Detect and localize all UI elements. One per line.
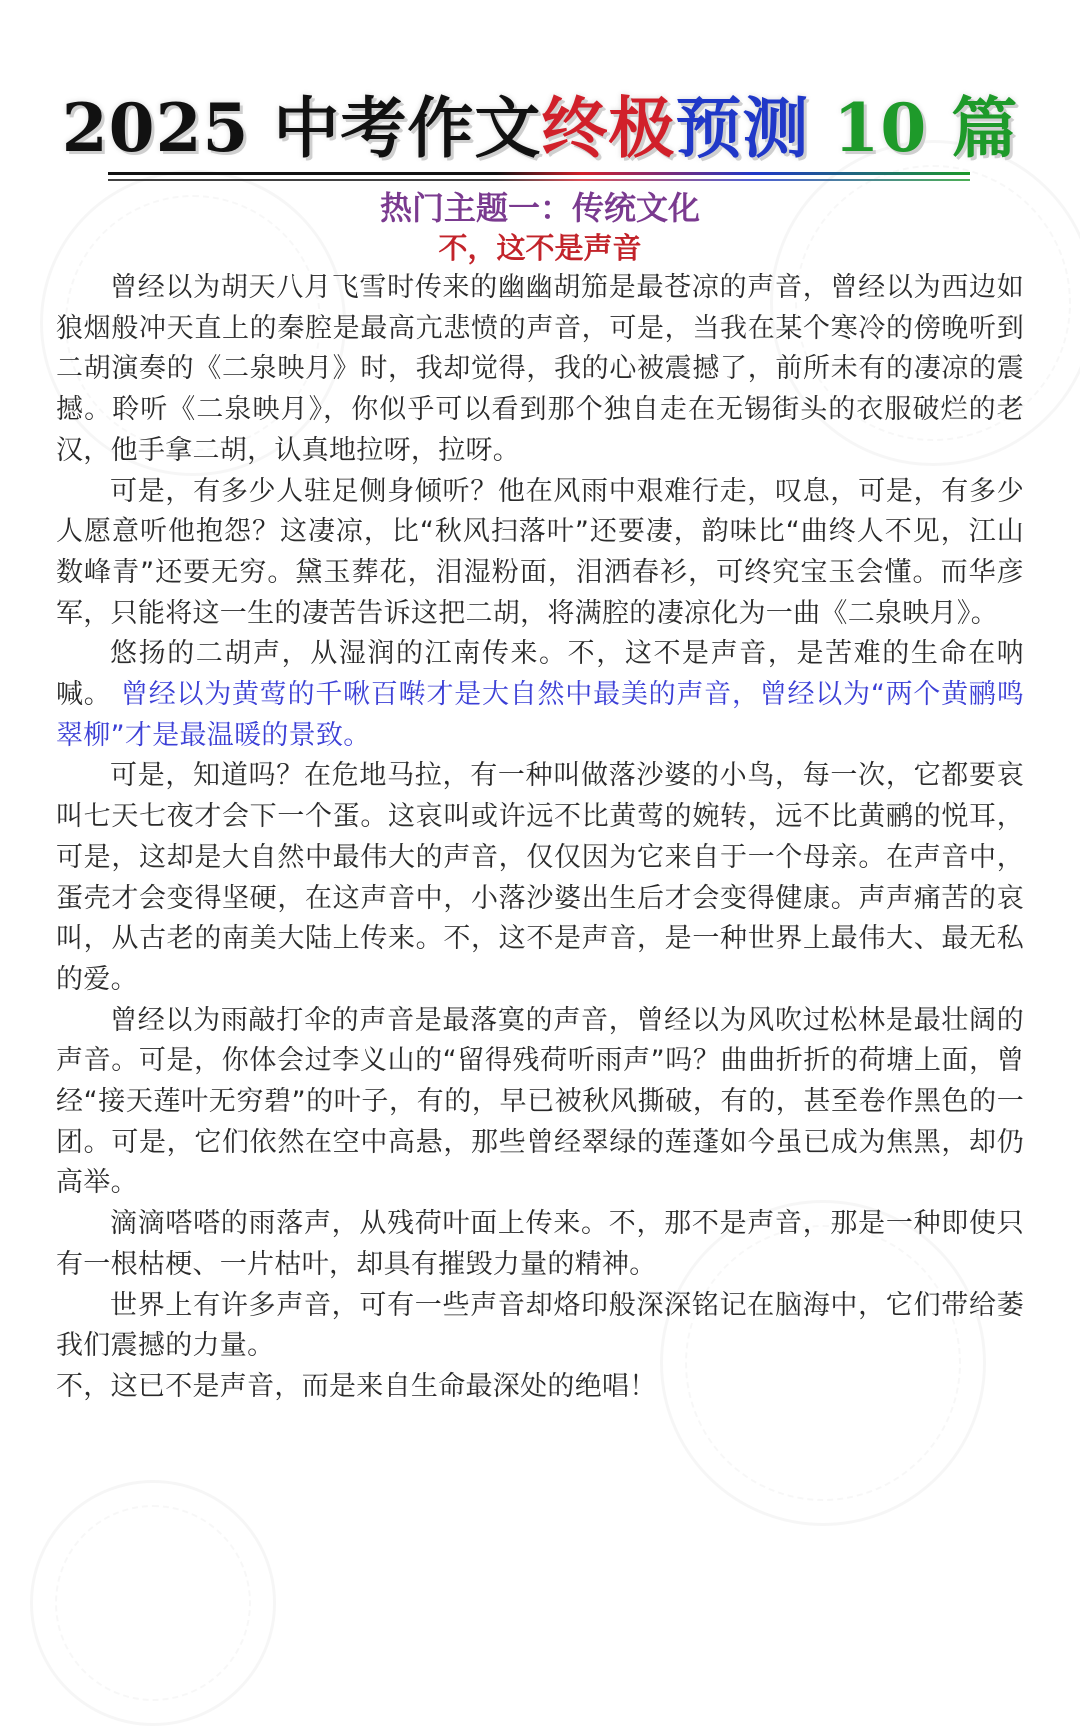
paragraph: 曾经以为雨敲打伞的声音是最落寞的声音，曾经以为风吹过松林是最壮阔的声音。可是，你体会过李义山的“留得残荷听雨声”吗？曲曲折折的荷塘上面，曾经“接天莲叶无穷碧”的叶子，有的，早已被秋风撕破，有的，甚至卷作黑色的一团。可是，它们依然在空中高悬，那些曾经翠绿的莲蓬如今虽已成为焦黑，却仍高举。 [56,1004,1024,1199]
paragraph: 可是，知道吗？在危地马拉，有一种叫做落沙婆的小鸟，每一次，它都要哀叫七天七夜才会下一个蛋。这哀叫或许远不比黄莺的婉转，远不比黄鹂的悦耳，可是，这却是大自然中最伟大的声音，仅仅因为它来自于一个母亲。在声音中，蛋壳才会变得坚硬，在这声音中，小落沙婆出生后才会变得健康。声声痛苦的哀叫，从古老的南美大陆上传来。不，这不是声音，是一种世界上最伟大、最无私的爱。 [56,760,1024,995]
title-predict-part: 预测 [675,89,810,167]
paragraph: 世界上有许多声音，可有一些声音却烙印般深深铭记在脑海中，它们带给萎我们震撼的力量。 [56,1289,1024,1362]
essay-title: 不，这不是声音 [438,231,642,265]
title-count-part: 10 篇 [809,89,1019,167]
paragraph: 滴滴嗒嗒的雨落声，从残荷叶面上传来。不，那不是声音，那是一种即使只有一根枯梗、一片枯叶，却具有摧毁力量的精神。 [56,1208,1024,1280]
closing-line: 不，这已不是声音，而是来自生命最深处的绝唱！ [56,1370,657,1402]
page-title [0,82,1080,174]
highlighted-text: 曾经以为黄莺的千啾百啭才是大自然中最美的声音，曾经以为“两个黄鹂鸣翠柳”才是最温暖的景致。 [56,679,1024,751]
title-underline-thin [108,179,970,181]
paragraph-text: 悠扬的二胡声，从湿润的江南传来。不，这不是声音，是苦难的生命在呐喊。 [56,638,1024,711]
title-underline [108,172,970,175]
essay-body [56,268,1024,1408]
paragraph: 可是，有多少人驻足侧身倾听？他在风雨中艰难行走，叹息，可是，有多少人愿意听他抱怨？这凄凉，比“秋风扫落叶”还要凄，韵味比“曲终人不见，江山数峰青”还要无穷。黛玉葬花，泪湿粉面，泪洒春衫，可终究宝玉会懂。而华彦军，只能将这一生的凄苦告诉这把二胡，将满腔的凄凉化为一曲《二泉映月》。 [56,475,1024,629]
theme-heading: 热门主题一：传统文化 [379,189,700,227]
paragraph [56,634,1024,756]
paragraph: 曾经以为胡天八月飞雪时传来的幽幽胡笳是最苍凉的声音，曾经以为西边如狼烟般冲天直上的秦腔是最高亢悲愤的声音，可是，当我在某个寒冷的傍晚听到二胡演奏的《二泉映月》时，我却觉得，我的心被震撼了，前所未有的凄凉的震撼。聆听《二泉映月》，你似乎可以看到那个独自走在无锡街头的衣服破烂的老汉，他手拿二胡，认真地拉呀，拉呀。 [56,272,1024,466]
title-ultimate-part: 终极 [541,89,676,167]
watermark-seal [30,1480,276,1726]
title-year-part: 2025 中考作文 [61,89,542,167]
